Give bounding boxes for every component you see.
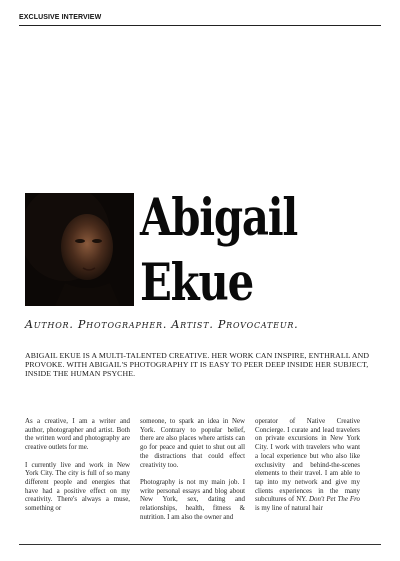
article-column-2: [140, 418, 245, 531]
paragraph-text: is my line of natural hair: [255, 505, 323, 513]
paragraph: I currently live and work in New York City. The city is full of so many different people and energies that have had a positive effect on my creativity. There's always a muse, something or: [25, 461, 130, 513]
paragraph: Photography is not my main job. I write personal essays and blog about New York, sex, dating and relationships, health, fitness & nutrition. I am also the owner and: [140, 478, 245, 521]
paragraph-text: operator of Native Creative Concierge. I curate and lead travelers on private excursions in New York City. I work with travelers who want a local experience but who also like exclusivity and behind-the-scenes elements to their travel. I am able to tap into my network and give my clients experiences in the many subcultures of NY.: [255, 418, 360, 504]
header-divider: [19, 25, 381, 26]
subject-last-name: Ekue: [140, 253, 253, 313]
footer-divider: [19, 544, 381, 545]
paragraph: someone, to spark an idea in New York. Contrary to popular belief, there are also places where artists can go for peace and quiet to shut out all the distractions that could effect creativity too.: [140, 418, 245, 469]
subject-tagline: Author. Photographer. Artist. Provocateur.: [25, 318, 299, 331]
paragraph: [255, 418, 360, 514]
section-label: EXCLUSIVE INTERVIEW: [19, 14, 102, 21]
paragraph: As a creative, I am a writer and author, photographer and artist. Both the written word and photography are creative outlets for me.: [25, 418, 130, 452]
article-intro: ABIGAIL EKUE IS A MULTI-TALENTED CREATIVE. HER WORK CAN INSPIRE, ENTHRALL AND PROVOKE. WITH ABIGAIL'S PHOTOGRAPHY IT IS EASY TO PEER DEEP INSIDE HER SUBJECT, INSIDE THE HUMAN PSYCHE.: [25, 351, 370, 379]
article-column-1: [25, 418, 130, 522]
product-line-name: Don't Pet The Fro: [309, 496, 360, 504]
portrait-illustration: [25, 193, 134, 306]
portrait-photo: [25, 193, 134, 306]
article-column-3: [255, 418, 360, 522]
subject-first-name: Abigail: [140, 188, 298, 248]
